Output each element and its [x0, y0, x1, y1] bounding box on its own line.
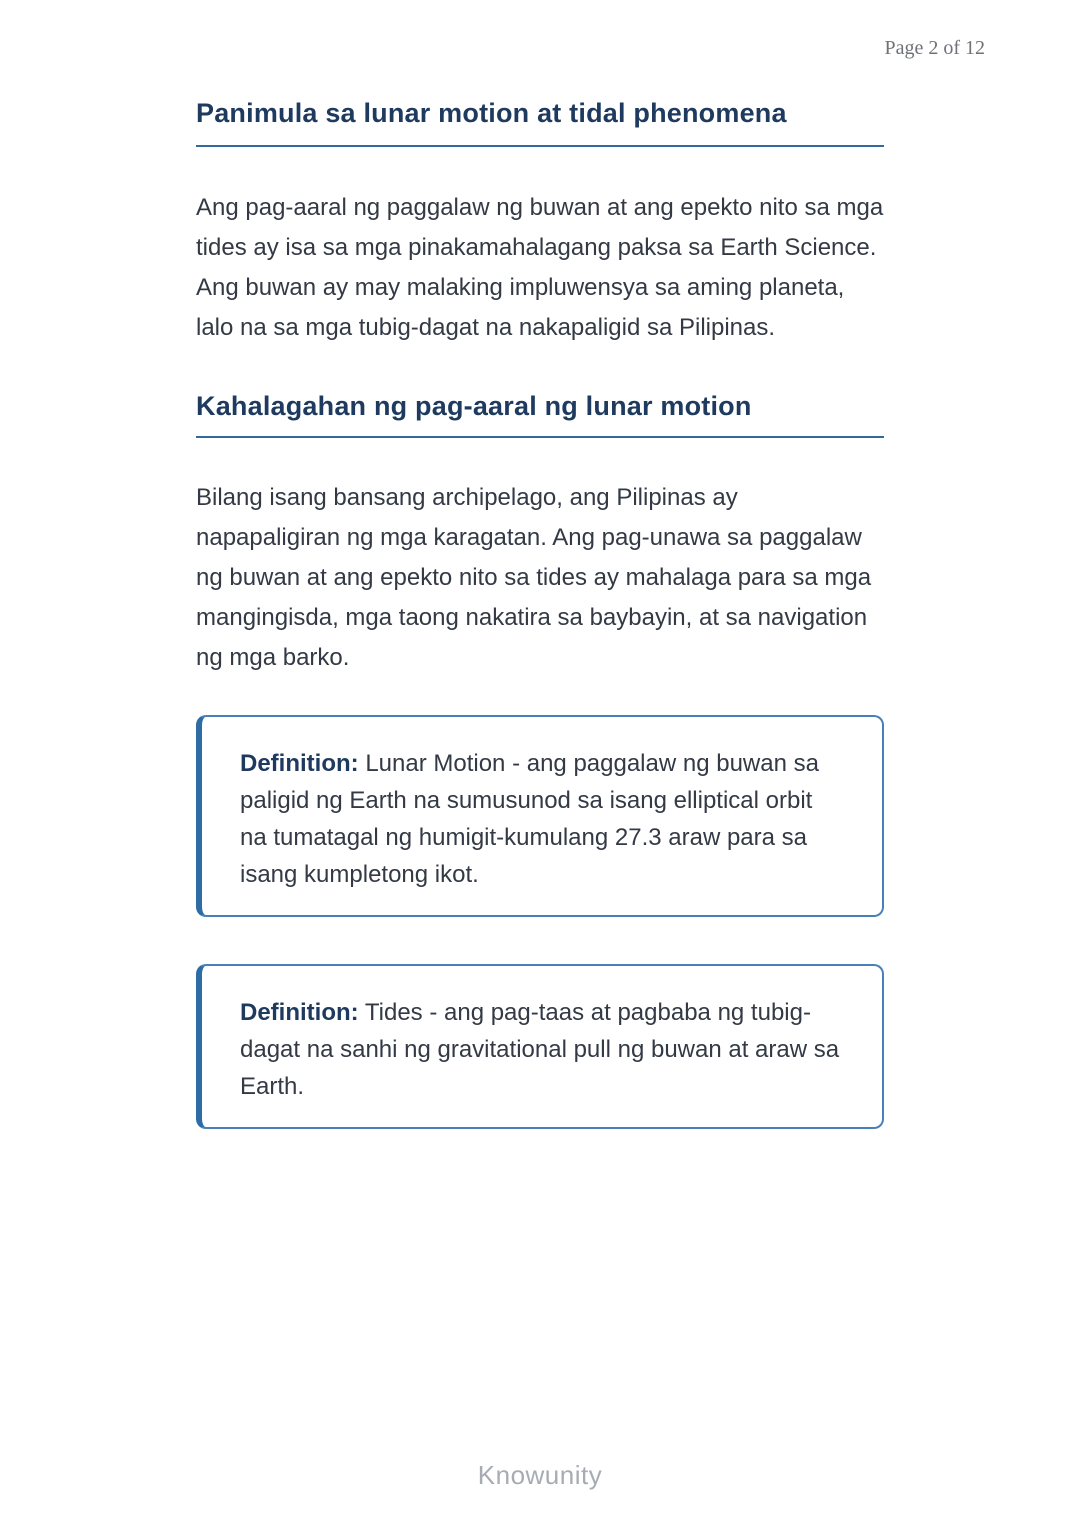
footer-brand: Knowunity: [477, 1460, 603, 1490]
section-paragraph-kahalagahan: Bilang isang bansang archipelago, ang Pilipinas ay napapaligiran ng mga karagatan. Ang pag-unawa sa paggalaw ng buwan at ang epekto nito sa tides ay mahalaga para sa mga mangingisda, mga taong nakatira sa baybayin, at sa navigation ng mga barko.: [196, 484, 872, 671]
section-heading-kahalagahan: Kahalagahan ng pag-aaral ng lunar motion: [196, 389, 884, 438]
section-paragraph-lunar-motion-intro: Ang pag-aaral ng paggalaw ng buwan at ang epekto nito sa mga tides ay isa sa mga pinakamahalagang paksa sa Earth Science. Ang buwan ay may malaking impluwensya sa aming planeta, lalo na sa mga tubig-dagat na nakapaligid sa Pilipinas.: [196, 194, 884, 341]
definition-label: Definition:: [240, 750, 359, 777]
definition-body: Lunar Motion - ang paggalaw ng buwan sa paligid ng Earth na sumusunod sa isang elliptical orbit na tumatagal ng humigit-kumulang 27.3 araw para sa isang kumpletong ikot.: [240, 750, 819, 888]
definition-box-lunar-motion: [196, 715, 884, 917]
page-indicator: Page 2 of 12: [884, 37, 985, 59]
section-heading-lunar-motion-intro: Panimula sa lunar motion at tidal phenomena: [196, 96, 884, 147]
definition-text-block: [240, 745, 844, 893]
definition-box-tides: [196, 964, 884, 1129]
definition-text-block: [240, 994, 844, 1105]
definition-body: Tides - ang pag-taas at pagbaba ng tubig-dagat na sanhi ng gravitational pull ng buwan at araw sa Earth.: [240, 999, 840, 1100]
definition-label: Definition:: [240, 999, 359, 1026]
